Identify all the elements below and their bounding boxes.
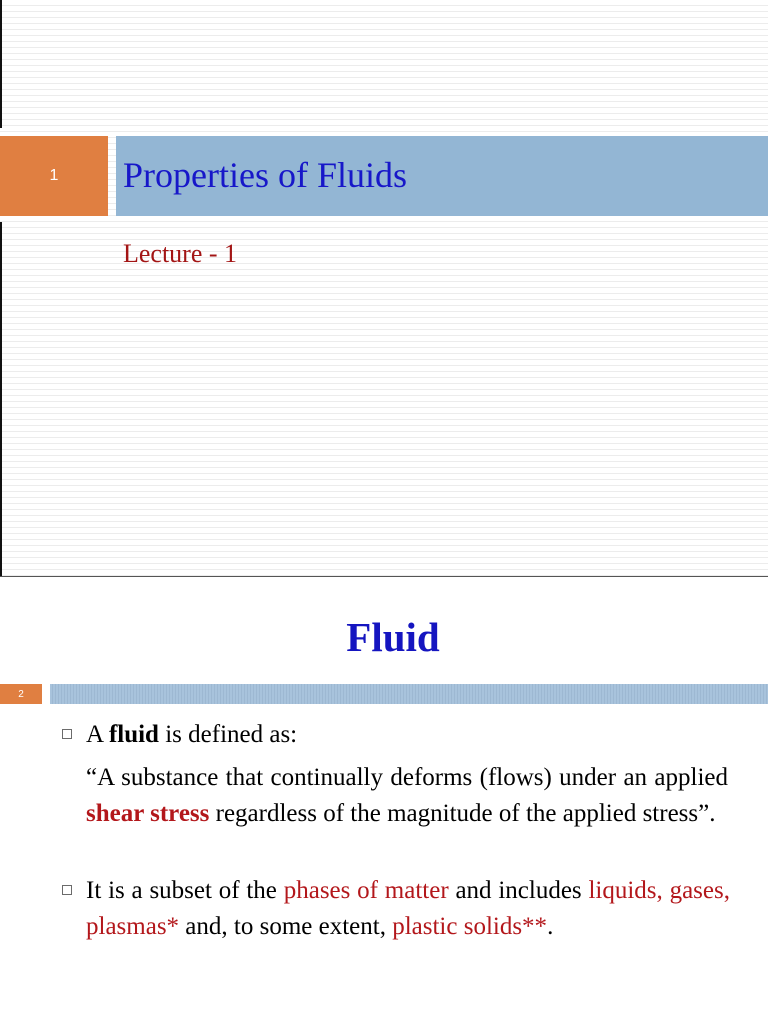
slide-number: 2: [18, 688, 24, 700]
text-segment: and, to some extent,: [179, 913, 393, 940]
bullet-subset: [62, 873, 730, 945]
fluid-term: fluid: [108, 721, 159, 748]
slide-left-edge-bottom: [0, 222, 2, 576]
text-segment: It is a subset of the: [86, 877, 284, 904]
slide-number-box: [0, 684, 42, 704]
text-segment: and includes: [448, 877, 589, 904]
bullet-text: [86, 717, 730, 753]
square-bullet-icon: [62, 885, 72, 895]
slide-number-box: [0, 136, 108, 216]
definition-quote: [86, 760, 728, 832]
slide-title: Properties of Fluids: [123, 155, 407, 195]
text-segment: .: [547, 913, 554, 940]
phases-of-matter-highlight: phases of matter: [283, 877, 449, 904]
text-segment: regardless of the magnitude of the applied stress”.: [209, 800, 716, 827]
title-bar: [50, 684, 768, 704]
bullet-text: [86, 873, 730, 945]
slide-title: Fluid: [346, 614, 440, 660]
slide-left-edge-top: [0, 0, 2, 128]
slide-number: 1: [49, 167, 59, 184]
slide-2: [0, 577, 768, 1024]
text-segment: is defined as:: [158, 721, 298, 748]
shear-stress-highlight: shear stress: [86, 800, 210, 827]
square-bullet-icon: [62, 729, 72, 739]
text-segment: “A substance that continually deforms (flows) under an applied: [86, 764, 728, 791]
bullet-definition: [62, 717, 730, 753]
plastic-solids-highlight: plastic solids**: [392, 913, 548, 940]
text-segment: A: [86, 721, 109, 748]
slide-subtitle: Lecture - 1: [123, 239, 238, 268]
fluid-types-highlight: liquids, gases, plasmas*: [86, 877, 730, 940]
